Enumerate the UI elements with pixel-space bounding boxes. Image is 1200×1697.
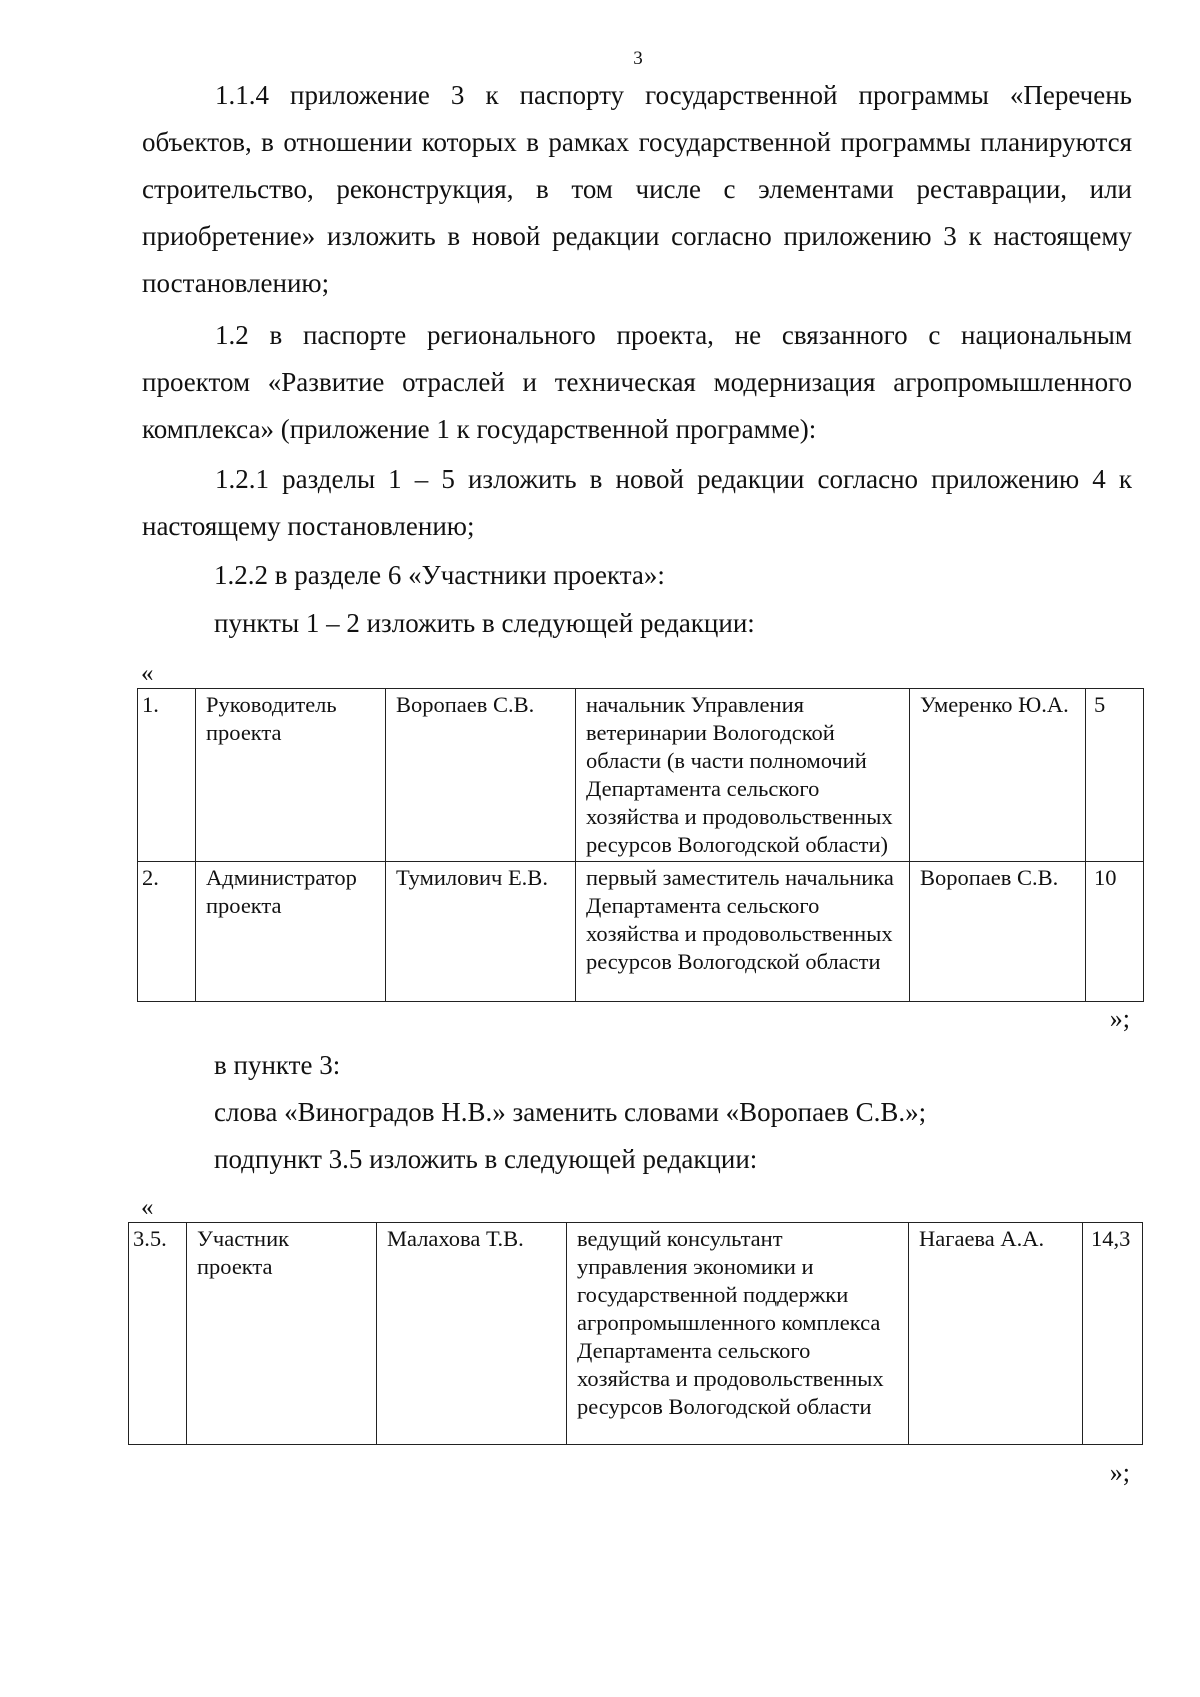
- table-row: [129, 1223, 1143, 1445]
- supervisor-cell: Нагаева А.А.: [909, 1223, 1083, 1445]
- workload-cell: 14,3: [1083, 1223, 1143, 1445]
- opening-quote-2: «: [141, 1194, 154, 1221]
- workload-cell: 10: [1086, 862, 1144, 1002]
- workload-cell: 5: [1086, 689, 1144, 862]
- paragraph-1-1-4-text: 1.1.4 приложение 3 к паспорту государственной программы «Перечень объектов, в отношении которых в рамках государственной программы планируются строительство, реконструкция, в том числе с элементами реставрации, или приобретение» изложить в новой редакции согласно приложению 3 к настоящему постановлению;: [142, 80, 1132, 298]
- paragraph-1-2-2: 1.2.2 в разделе 6 «Участники проекта»:: [214, 560, 665, 590]
- role-cell: Руководитель проекта: [196, 689, 386, 862]
- replace-words-instruction: слова «Виноградов Н.В.» заменить словами «Воропаев С.В.»;: [214, 1097, 927, 1127]
- closing-quote-1: »;: [1109, 1004, 1130, 1033]
- position-cell: первый заместитель начальника Департамента сельского хозяйства и продовольственных ресурсов Вологодской области: [576, 862, 910, 1002]
- role-cell: Администратор проекта: [196, 862, 386, 1002]
- row-number: 3.5.: [129, 1223, 187, 1445]
- row-number: 1.: [138, 689, 196, 862]
- participants-table-2: [128, 1222, 1143, 1445]
- paragraph-1-2-1: [142, 456, 1132, 550]
- paragraph-1-2-text: 1.2 в паспорте регионального проекта, не связанного с национальным проектом «Развитие отраслей и техническая модернизация агропромышленного комплекса» (приложение 1 к государственной программе):: [142, 320, 1132, 444]
- opening-quote-1: «: [141, 660, 154, 687]
- row-number: 2.: [138, 862, 196, 1002]
- name-cell: Тумилович Е.В.: [386, 862, 576, 1002]
- supervisor-cell: Умеренко Ю.А.: [910, 689, 1086, 862]
- points-1-2-instruction: пункты 1 – 2 изложить в следующей редакции:: [214, 608, 755, 638]
- name-cell: Малахова Т.В.: [377, 1223, 567, 1445]
- role-cell: Участник проекта: [187, 1223, 377, 1445]
- closing-quote-2: »;: [1109, 1458, 1130, 1487]
- paragraph-1-1-4: [142, 72, 1132, 307]
- supervisor-cell: Воропаев С.В.: [910, 862, 1086, 1002]
- name-cell: Воропаев С.В.: [386, 689, 576, 862]
- participants-table-1: [137, 688, 1144, 1002]
- paragraph-1-2: [142, 312, 1132, 453]
- subpoint-3-5-instruction: подпункт 3.5 изложить в следующей редакции:: [214, 1144, 758, 1174]
- in-point-3: в пункте 3:: [214, 1050, 341, 1080]
- table-row: [138, 689, 1144, 862]
- paragraph-1-2-1-text: 1.2.1 разделы 1 – 5 изложить в новой редакции согласно приложению 4 к настоящему постановлению;: [142, 464, 1132, 541]
- table-row: [138, 862, 1144, 1002]
- position-cell: ведущий консультант управления экономики и государственной поддержки агропромышленного комплекса Департамента сельского хозяйства и продовольственных ресурсов Вологодской области: [567, 1223, 909, 1445]
- page-number: 3: [633, 48, 643, 69]
- position-cell: начальник Управления ветеринарии Вологодской области (в части полномочий Департамента сельского хозяйства и продовольственных ресурсов Вологодской области): [576, 689, 910, 862]
